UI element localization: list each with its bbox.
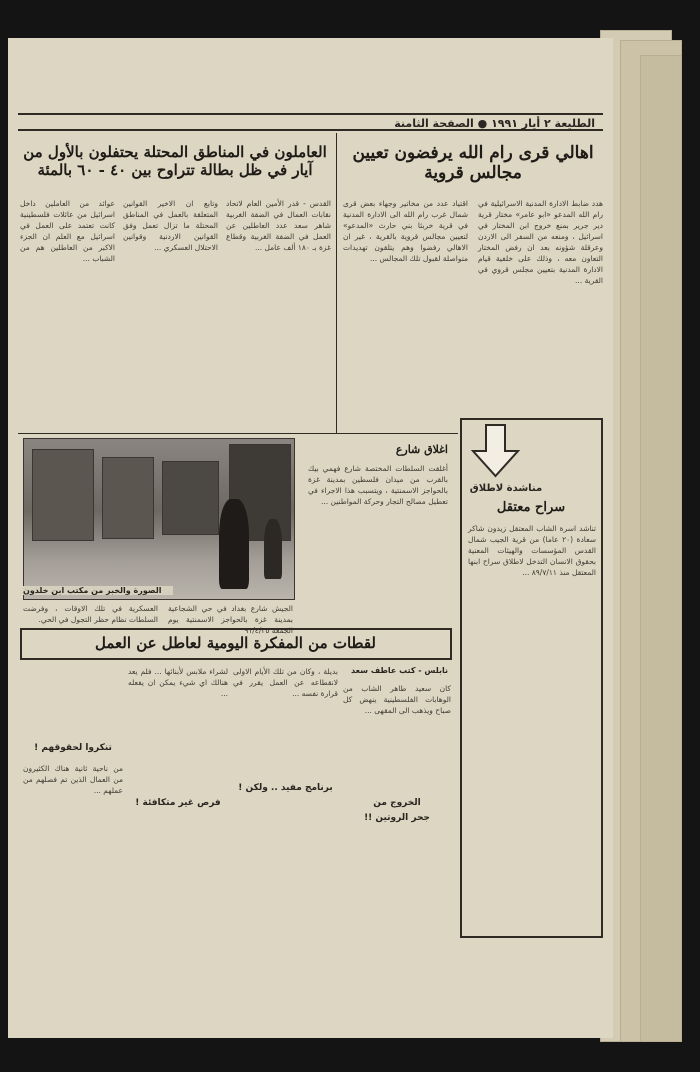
article-ramallah-col1: هدد ضابط الادارة المدنية الاسرائيلية في رام الله المدعو «ابو عامر» مختار قرية دير جرير بمنع خروج ابن المختار في اسرائيل ، ومنعه من السفر الى الاردن وعرقلة شؤونه بعد ان رفض المختار التعاون معه ، وذلك على خلفية قيام الادارة المدنية بتعيين مجلس قروي في القرية ... <box>478 199 603 285</box>
subhead-rights: تنكروا لحقوقهم ! <box>34 743 112 753</box>
photo-footer-right: الجيش شارع بغداد في حي الشجاعية بمدينة غزة بالحواجز الاسمنتية يوم الجمعة ٩١/٤/٢٥ <box>168 604 293 635</box>
down-arrow-icon <box>468 423 523 478</box>
byline: نابلس - كتب عاطف سعد <box>351 666 448 675</box>
article-ramallah-col2: اقتياد عدد من مخاتير وجهاء بعض قرى شمال غرب رام الله الى الادارة المدنية في قرية خربثا بني حارث «المدعو» لتعيين مجالس قروية بالقرية ، غير ان الاهالي رفضوا وهم يتلقون تهديدات متواصلة لقبول تلك المجالس ... <box>343 199 468 263</box>
article-diary-col4: من ناحية ثانية هناك الكثيرون من العمال الذين تم فصلهم من عملهم ... <box>23 764 123 795</box>
headline-workers: العاملون في المناطق المحتلة يحتفلون بالأول من آيار في ظل بطالة تتراوح بين ٤٠ - ٦٠ بالمئة <box>23 143 327 179</box>
article-diary-col3: لشراء ملابس لأبنائها ... فلم يعد هنالك اي شيء يمكن ان يفعله ... <box>128 667 228 698</box>
horizontal-rule <box>18 433 458 434</box>
article-street-closure-body: أغلقت السلطات المختصة شارع فهمي بيك بالقرب من ميدان فلسطين بمدينة غزة بالحواجز الاسمنتية ، ويتسبب هذا الاجراء في تعطيل مصالح التجار وحركة المواطنين ... <box>308 464 448 506</box>
photo-caption: الصورة والخبر من مكتب ابن خلدون <box>23 586 173 595</box>
subhead-exit: الخروج من <box>373 798 421 808</box>
shop-shutter <box>162 461 219 535</box>
subhead-program: برنامج مفيد .. ولكن ! <box>238 783 333 793</box>
headline-street-closure: اغلاق شارع <box>395 443 448 456</box>
article-appeal-body: تناشد اسرة الشاب المعتقل زيدون شاكر سعادة (٢٠ عاما) من قرية الجيب شمال القدس المؤسسات والهيئات المعنية بحقوق الانسان التدخل لاطلاق سراح ابنها المعتقل منذ ٨٩/٧/١١ ... <box>468 524 596 577</box>
newspaper-page <box>8 38 613 1038</box>
article-workers-col2: وتابع ان الاخير القوانين المتعلقة بالعمل في المناطق المحتلة ما تزال تعمل وفق القوانين الاردنية وقوانين الاحتلال العسكري ... <box>123 199 218 252</box>
appeal-subhead: مناشدة لاطلاق <box>469 483 543 494</box>
person-figure <box>219 499 249 589</box>
article-workers-col1: القدس - قدر الأمين العام لاتحاد نقابات العمال في الضفة الغربية شاهر سعد عدد العاطلين عن العمل في الضفة الغربية وقطاع غزة بـ ١٨٠ ألف عامل ... <box>226 199 331 252</box>
headline-appeal: سراح معتقل <box>496 500 566 515</box>
photo-footer-left: العسكرية في تلك الاوقات ، وفرضت السلطات نظام حظر التجول في الحي. <box>23 604 158 624</box>
back-page-3 <box>640 55 682 1042</box>
article-workers-col3: عوائد من العاملين داخل اسرائيل من عائلات فلسطينية كانت تعتمد على العمل في اسرائيل مع العلم ان الجزء الاكبر من العاطلين هم من الشباب ... <box>20 199 115 263</box>
article-diary-col1: كان سعيد طاهر الشاب من الوهابات الفلسطينية ينهض كل صباح ويذهب الى المقهى ... <box>343 684 451 715</box>
shop-shutter <box>32 449 94 541</box>
shop-shutter <box>102 457 154 539</box>
headline-unemployed-diary: لقطات من المفكرة اليومية لعاطل عن العمل <box>94 634 377 652</box>
page-header: الطليعة ٢ أيار ١٩٩١ ● الصفحة الثامنة <box>18 113 603 131</box>
subhead-routine: جحر الروتين !! <box>364 813 430 823</box>
column-rule <box>336 133 337 433</box>
headline-ramallah: اهالي قرى رام الله يرفضون تعيين مجالس قروية <box>352 143 594 184</box>
person-figure <box>264 519 282 579</box>
street-photo <box>23 438 295 600</box>
subhead-opportunities: فرص غير متكافئة ! <box>135 798 221 808</box>
article-diary-col2: بديلة ، وكان من تلك الأيام الاولى لانقطاعه عن العمل يقرر في قرارة نفسه ... <box>233 667 338 698</box>
